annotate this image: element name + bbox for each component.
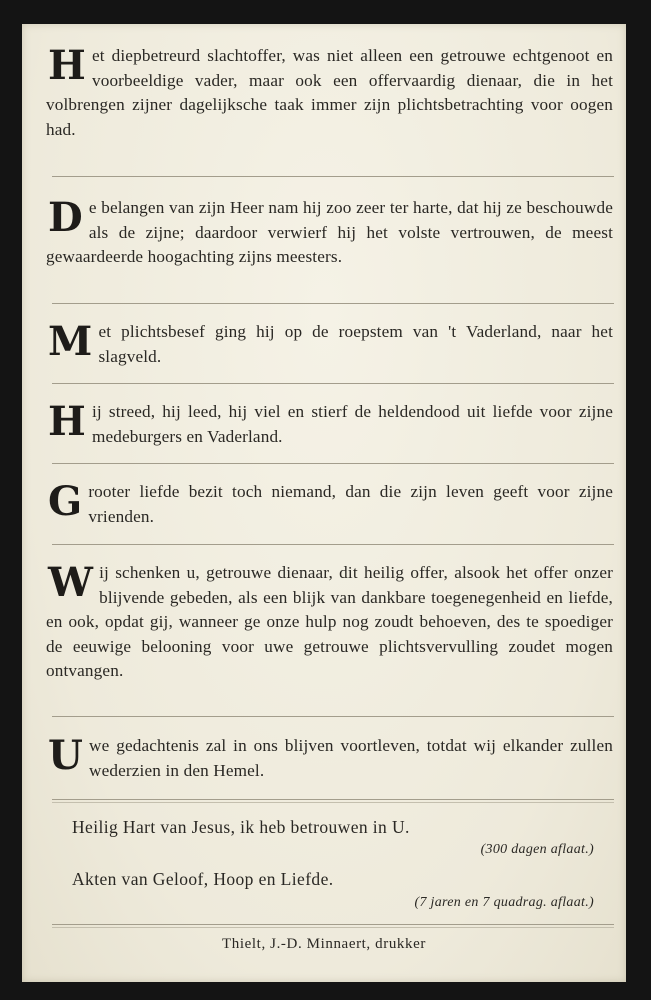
paragraph-text: et diepbetreurd slachtoffer, was niet alleen een getrouwe echtgenoot en voorbeeldige vader, maar ook een offervaardig dienaar, die in het volbrengen zijner dagelijksche taak immer zijn plichtsbetrachting voor oogen had. — [46, 46, 613, 139]
printer-credit: Thielt, J.-D. Minnaert, drukker — [222, 936, 426, 952]
divider — [52, 716, 614, 717]
paragraph-7 — [46, 734, 613, 783]
divider — [52, 799, 614, 800]
paragraph-text: e belangen van zijn Heer nam hij zoo zeer ter harte, dat hij ze beschouwde als de zijne; daardoor verwierf hij het volste vertrouwen, de meest gewaardeerde hoogachting zijns meesters. — [46, 198, 613, 267]
paragraph-text: ij streed, hij leed, hij viel en stierf de heldendood uit liefde voor zijne medeburgers en Vaderland. — [91, 402, 613, 446]
paragraph-1 — [46, 44, 613, 142]
indulgence-2: (7 jaren en 7 quadrag. aflaat.) — [414, 895, 594, 910]
memorial-card — [22, 24, 626, 982]
drop-cap-initial: M — [48, 318, 93, 365]
paragraph-text: we gedachtenis zal in ons blijven voortleven, totdat wij elkander zullen wederzien in den Hemel. — [89, 736, 613, 780]
divider — [52, 463, 614, 464]
paragraph-4 — [46, 400, 613, 449]
drop-cap-initial: W — [48, 559, 94, 606]
drop-cap-initial: H — [48, 398, 86, 445]
paragraph-5 — [46, 480, 613, 529]
paragraph-3 — [46, 320, 613, 369]
prayer-1: Heilig Hart van Jesus, ik heb betrouwen in U. — [72, 817, 410, 837]
paragraph-6 — [46, 561, 613, 684]
divider — [52, 303, 614, 304]
divider — [52, 383, 614, 384]
drop-cap-initial: D — [48, 194, 83, 241]
paragraph-text: et plichtsbesef ging hij op de roepstem van 't Vaderland, naar het slagveld. — [98, 322, 613, 366]
paragraph-text: ij schenken u, getrouwe dienaar, dit heilig offer, alsook het offer onzer blijvende gebeden, als een blijk van dankbare toegenegenheid en liefde, en ook, opdat gij, wanneer ge onze hulp nog zoudt behoeven, des te spoediger de eeuwige belooning voor uwe getrouwe plichtsvervulling zoudet mogen ontvangen. — [46, 563, 613, 681]
paragraph-text: rooter liefde bezit toch niemand, dan die zijn leven geeft voor zijne vrienden. — [88, 482, 613, 526]
divider — [52, 544, 614, 545]
divider — [52, 924, 614, 925]
indulgence-1: (300 dagen aflaat.) — [480, 842, 594, 857]
paragraph-2 — [46, 196, 613, 270]
drop-cap-initial: G — [48, 478, 83, 525]
drop-cap-initial: U — [48, 732, 84, 779]
divider — [52, 176, 614, 177]
drop-cap-initial: H — [48, 42, 86, 89]
prayer-2: Akten van Geloof, Hoop en Liefde. — [72, 869, 334, 889]
